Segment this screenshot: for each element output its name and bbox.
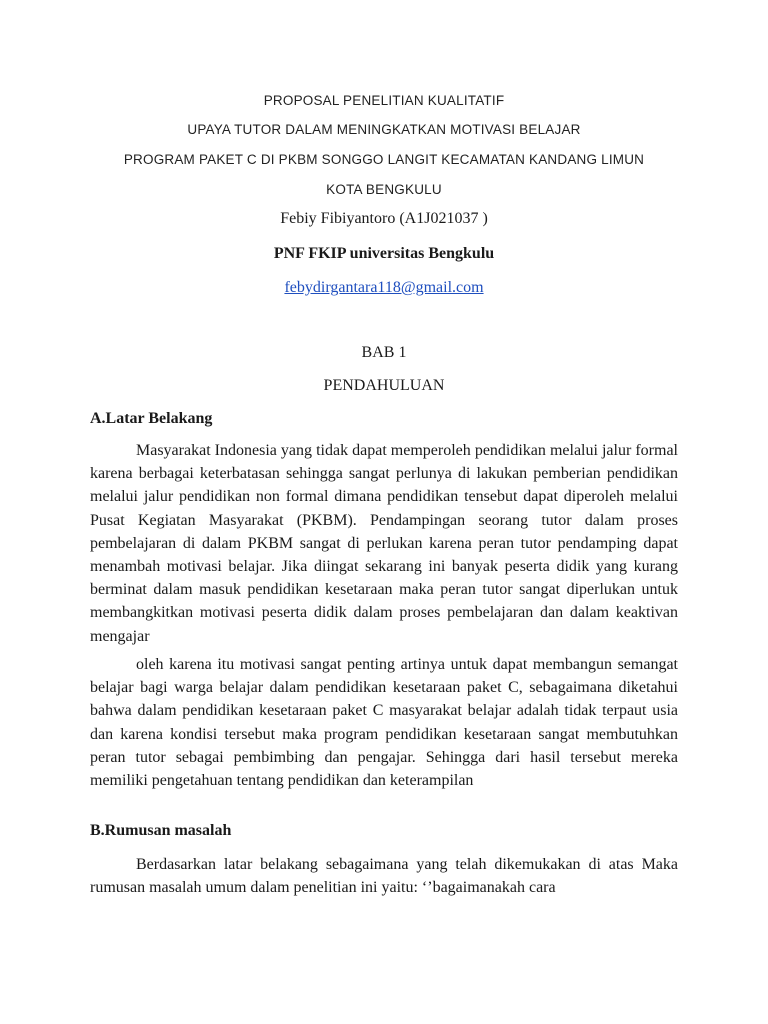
email-link[interactable]: febydirgantara118@gmail.com: [284, 279, 484, 296]
title-line-3: PROGRAM PAKET C DI PKBM SONGGO LANGIT KECAMATAN KANDANG LIMUN: [123, 152, 645, 167]
title-line-1: PROPOSAL PENELITIAN KUALITATIF: [263, 93, 505, 108]
title-line-4: KOTA BENGKULU: [326, 182, 442, 197]
affiliation: PNF FKIP universitas Bengkulu: [273, 245, 495, 262]
paragraph: Masyarakat Indonesia yang tidak dapat memperoleh pendidikan melalui jalur formal karena berbagai keterbatasan sehingga sangat perlunya di lakukan pemberian pendidikan melalui jalur pendidikan non formal dimana pendidikan tensebut dapat diperoleh melalui Pusat Kegiatan Masyarakat (PKBM). Pendampingan seorang tutor dalam proses pembelajaran di dalam PKBM sangat di perlukan karena peran tutor pendamping dapat menambah motivasi belajar. Jika diingat sekarang ini banyak peserta didik yang kurang berminat dalam masuk pendidikan kesetaraan maka peran tutor sangat diperlukan untuk membangkitkan motivasi peserta didik dalam proses pembelajaran dan dalam keaktivan mengajar: [90, 442, 678, 645]
chapter-title: PENDAHULUAN: [323, 377, 445, 394]
paragraph: oleh karena itu motivasi sangat penting artinya untuk dapat membangun semangat belajar bagi warga belajar dalam pendidikan kesetaraan paket C, sebagaimana diketahui bahwa dalam pendidikan kesetaraan paket C masyarakat belajar adalah tidak terpaut usia dan karena kondisi tersebut maka program pendidikan kesetaraan sangat membutuhkan peran tutor sebagai pembimbing dan pengajar. Sehingga dari hasil tersebut mereka memiliki pengetahuan tentang pendidikan dan keterampilan: [90, 656, 678, 790]
paragraph: Berdasarkan latar belakang sebagaimana yang telah dikemukakan di atas Maka rumusan masalah umum dalam penelitian ini yaitu: ‘’bagaimanakah cara: [90, 856, 678, 897]
title-line-2: UPAYA TUTOR DALAM MENINGKATKAN MOTIVASI BELAJAR: [187, 122, 581, 137]
author-name: Febiy Fibiyantoro (A1J021037 ): [280, 210, 488, 227]
section-heading-rumusan-masalah: B.Rumusan masalah: [90, 822, 232, 839]
chapter-number: BAB 1: [361, 344, 407, 361]
section-heading-latar-belakang: A.Latar Belakang: [90, 410, 213, 427]
